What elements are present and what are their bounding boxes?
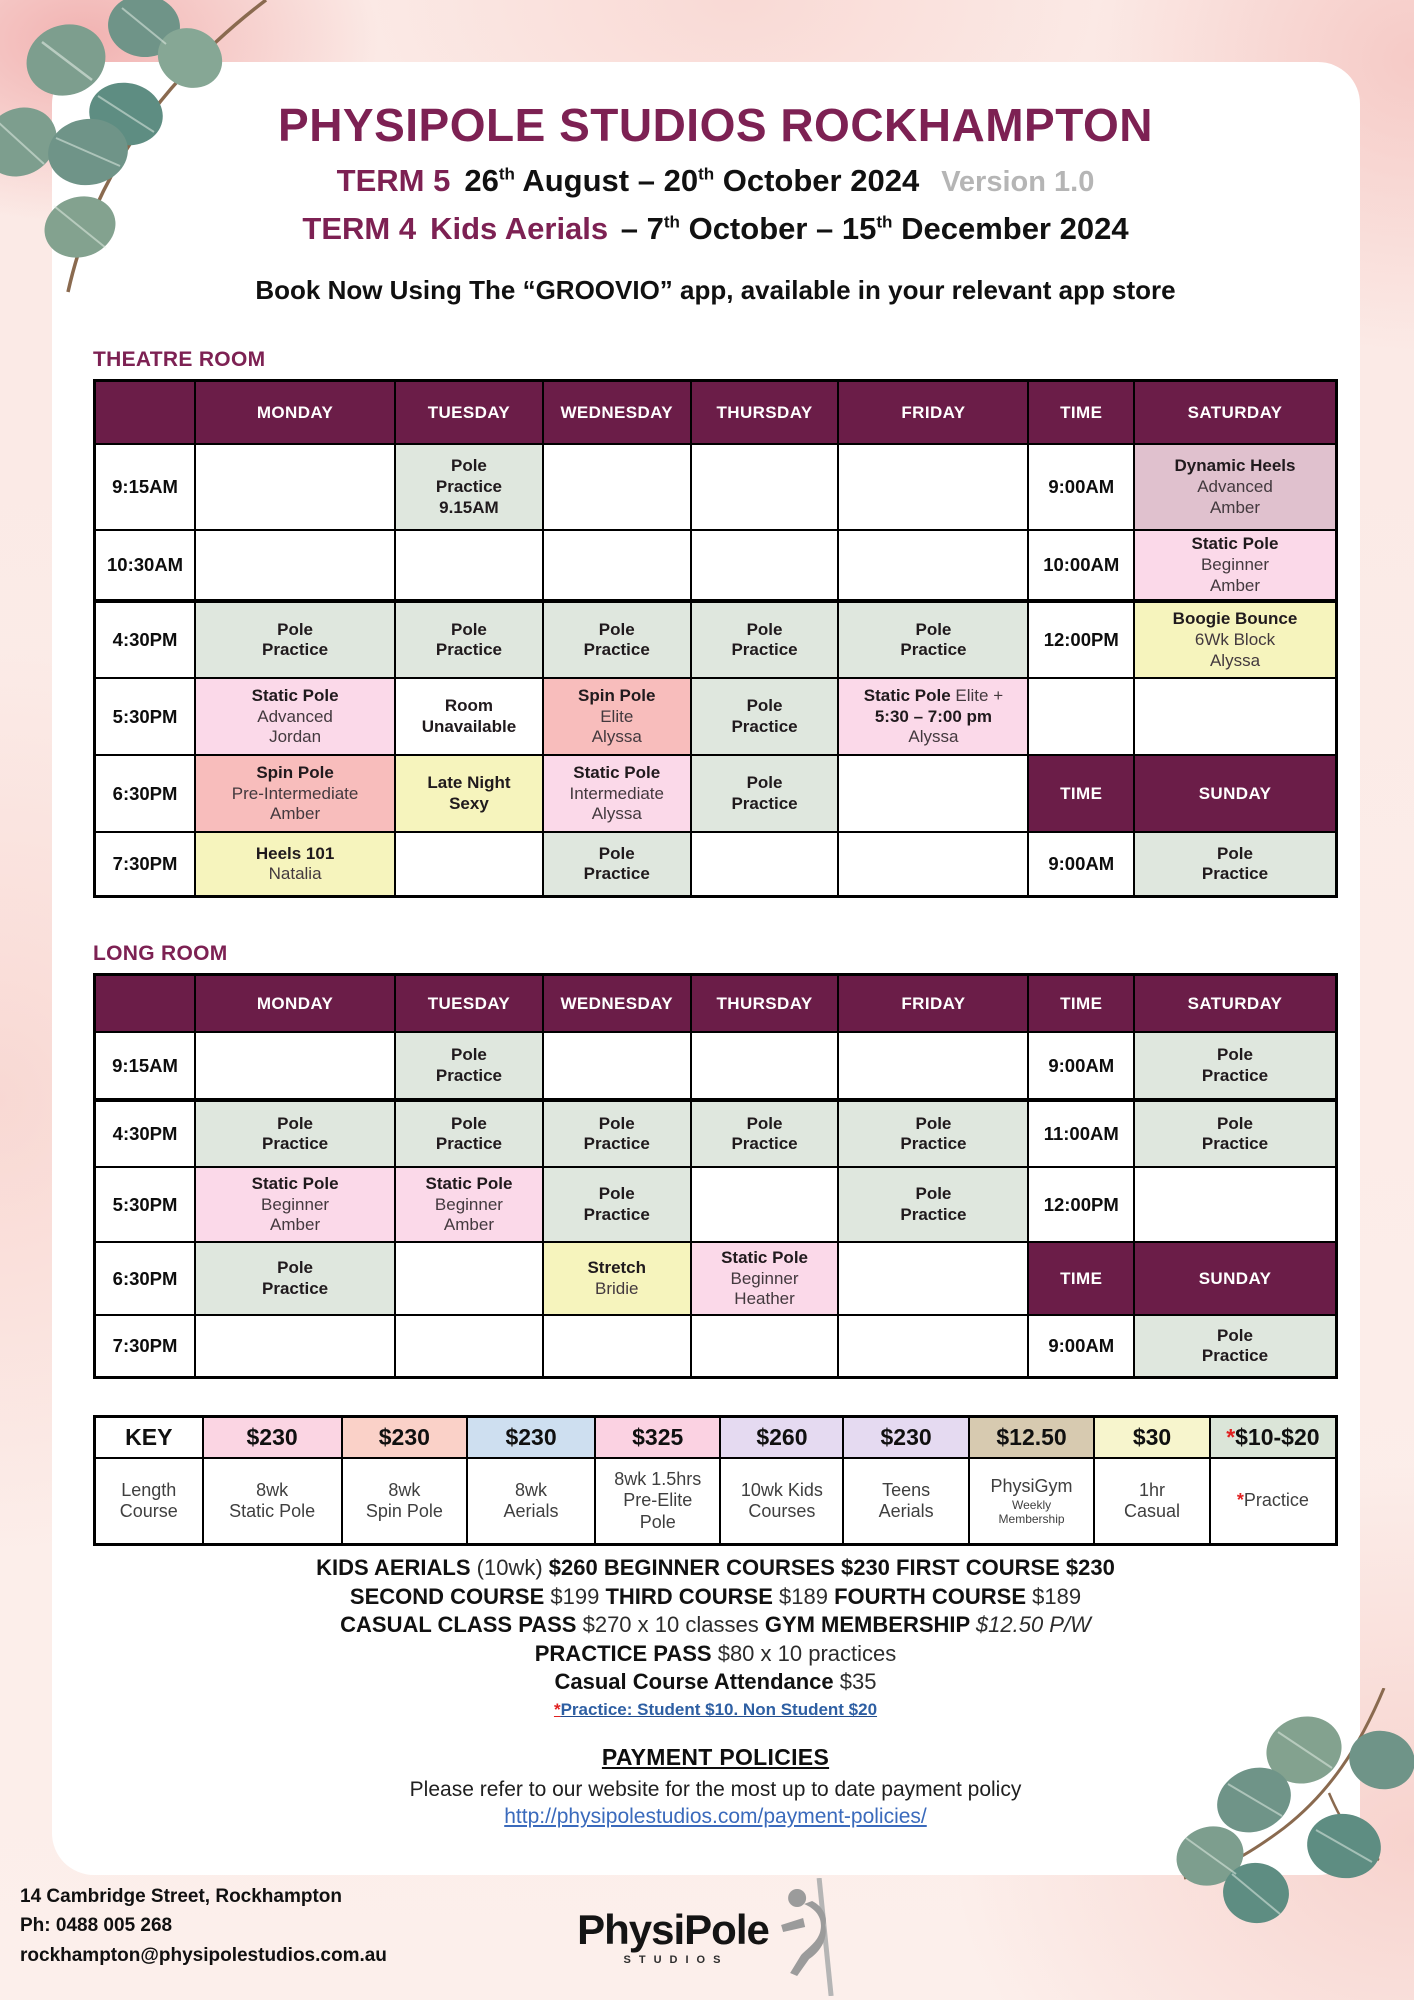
term5-line bbox=[93, 162, 1338, 200]
class-cell-line: Elite bbox=[600, 706, 634, 726]
class-cell-line: Pole bbox=[746, 619, 783, 639]
term4-line bbox=[93, 210, 1338, 247]
time-label: 4:30PM bbox=[95, 601, 196, 678]
class-cell bbox=[395, 832, 543, 896]
key-price-cell: $230 bbox=[843, 1416, 968, 1458]
class-cell-line: Practice bbox=[583, 1134, 650, 1154]
class-cell-line: Stretch bbox=[587, 1258, 647, 1278]
class-cell-line: Pole bbox=[450, 456, 487, 476]
class-cell bbox=[543, 1315, 691, 1377]
logo-wordmark: PhysiPole bbox=[577, 1906, 769, 1953]
schedule-row bbox=[95, 678, 1337, 755]
class-cell bbox=[395, 755, 543, 832]
practice-note-asterisk: * bbox=[553, 1699, 561, 1719]
key-description-cell bbox=[595, 1458, 720, 1544]
page-title: PHYSIPOLE STUDIOS ROCKHAMPTON bbox=[278, 99, 1153, 151]
class-cell-line: Spin Pole bbox=[578, 685, 656, 705]
key-description-line: Aerials bbox=[503, 1501, 559, 1522]
time-header: TIME bbox=[1028, 380, 1134, 444]
class-cell-line: Dynamic Heels bbox=[1174, 456, 1296, 476]
day-header: FRIDAY bbox=[838, 380, 1028, 444]
key-header-row bbox=[95, 1416, 1337, 1458]
day-header: FRIDAY bbox=[838, 974, 1028, 1032]
key-description-line: 8wk bbox=[515, 1479, 548, 1500]
long-room-schedule-table bbox=[93, 973, 1338, 1379]
class-cell bbox=[691, 1032, 839, 1100]
payment-policies-heading: PAYMENT POLICIES bbox=[601, 1743, 830, 1770]
class-cell-line: Intermediate bbox=[569, 783, 664, 803]
class-cell-line: Pole bbox=[598, 619, 635, 639]
version-label: Version 1.0 bbox=[941, 166, 1095, 198]
day-header: MONDAY bbox=[195, 380, 395, 444]
class-cell bbox=[395, 1167, 543, 1242]
theatre-room-schedule-table bbox=[93, 379, 1338, 898]
class-cell bbox=[395, 601, 543, 678]
class-cell-line: Pole bbox=[277, 1113, 314, 1133]
class-cell-line: Pole bbox=[277, 1258, 314, 1278]
class-cell bbox=[691, 1167, 839, 1242]
key-description-line: Spin Pole bbox=[365, 1501, 443, 1522]
theatre-room-label: THEATRE ROOM bbox=[93, 347, 266, 371]
class-cell-line: Bridie bbox=[595, 1278, 639, 1298]
class-cell-line: Pole bbox=[598, 1184, 635, 1204]
class-cell bbox=[543, 1167, 691, 1242]
class-cell bbox=[691, 1242, 839, 1315]
time-label: 9:00AM bbox=[1028, 444, 1134, 530]
class-cell-line: Pole bbox=[450, 1045, 487, 1065]
class-cell bbox=[195, 1100, 395, 1167]
key-body-row bbox=[95, 1458, 1337, 1544]
time-label: 5:30PM bbox=[95, 678, 196, 755]
schedule-row bbox=[95, 755, 1337, 832]
class-cell-line: Boogie Bounce bbox=[1172, 609, 1298, 629]
pricing-line: SECOND COURSE $199 THIRD COURSE $189 FOURTH COURSE $189 bbox=[349, 1583, 1082, 1609]
footer-address: 14 Cambridge Street, Rockhampton bbox=[20, 1886, 343, 1907]
class-cell bbox=[195, 530, 395, 601]
class-cell-line: Practice bbox=[1201, 864, 1269, 884]
key-price-cell: $12.50 bbox=[969, 1416, 1094, 1458]
key-price-cell: $325 bbox=[595, 1416, 720, 1458]
class-cell bbox=[195, 444, 395, 530]
schedule-row bbox=[95, 832, 1337, 896]
class-cell-line: Advanced bbox=[257, 706, 333, 726]
class-cell-line: Pole bbox=[450, 1113, 487, 1133]
class-cell bbox=[838, 1242, 1028, 1315]
class-cell bbox=[195, 1242, 395, 1315]
class-cell bbox=[838, 755, 1028, 832]
schedule-row bbox=[95, 1315, 1337, 1377]
key-description-line: 10wk Kids bbox=[740, 1479, 823, 1500]
time-label: 6:30PM bbox=[95, 1242, 196, 1315]
class-cell-line: Practice bbox=[435, 1065, 503, 1085]
key-description-line: Aerials bbox=[878, 1501, 934, 1522]
class-cell-line: Practice bbox=[583, 640, 650, 660]
class-cell-line: Practice bbox=[731, 1134, 798, 1154]
key-price-cell: $30 bbox=[1094, 1416, 1210, 1458]
day-header: TUESDAY bbox=[395, 974, 543, 1032]
class-cell bbox=[543, 1100, 691, 1167]
key-description-cell bbox=[1094, 1458, 1210, 1544]
schedule-row bbox=[95, 601, 1337, 678]
class-cell bbox=[1134, 832, 1336, 896]
class-cell-line: Practice bbox=[1201, 1065, 1269, 1085]
class-cell bbox=[195, 1032, 395, 1100]
pricing-block bbox=[93, 1554, 1338, 1697]
key-description-cell bbox=[467, 1458, 595, 1544]
time-label: 9:00AM bbox=[1028, 832, 1134, 896]
class-cell-line: Practice bbox=[435, 640, 503, 660]
class-cell bbox=[395, 444, 543, 530]
class-cell-line: Heather bbox=[734, 1289, 795, 1309]
practice-price-note-link[interactable]: *Practice: Student $10. Non Student $20 bbox=[553, 1699, 878, 1719]
class-cell bbox=[691, 1315, 839, 1377]
class-cell-line: Practice bbox=[261, 1134, 329, 1154]
class-cell bbox=[195, 1315, 395, 1377]
key-description-line: Static Pole bbox=[229, 1501, 316, 1522]
key-description-line: Pole bbox=[639, 1512, 676, 1533]
class-cell bbox=[395, 1100, 543, 1167]
corner-header-cell bbox=[95, 380, 196, 444]
class-cell-line: Static Pole bbox=[721, 1247, 808, 1267]
class-cell-line: Room bbox=[444, 696, 494, 716]
long-room-label: LONG ROOM bbox=[93, 941, 228, 965]
time-label: 7:30PM bbox=[95, 832, 196, 896]
class-cell-line: Practice bbox=[583, 1204, 650, 1224]
class-cell-line: Pole bbox=[1217, 1113, 1253, 1133]
time-header: TIME bbox=[1028, 974, 1134, 1032]
term4-dates: – 7th October – 15th December 2024 bbox=[620, 210, 1129, 246]
class-cell-line: Sexy bbox=[449, 793, 489, 813]
class-cell-line: Natalia bbox=[268, 864, 322, 884]
day-header: TUESDAY bbox=[395, 380, 543, 444]
class-cell-line: Pole bbox=[746, 773, 783, 793]
class-cell-line: Pole bbox=[1217, 1325, 1253, 1345]
class-cell-line: 9.15AM bbox=[439, 497, 499, 517]
schedule-header-row bbox=[95, 380, 1337, 444]
term5-label: TERM 5 bbox=[336, 163, 451, 198]
flyer-card bbox=[52, 62, 1360, 1875]
class-cell-line: Alyssa bbox=[591, 804, 642, 824]
class-cell bbox=[691, 678, 839, 755]
footer-address-block bbox=[20, 1882, 387, 1970]
class-cell bbox=[838, 678, 1028, 755]
key-price-cell: $230 bbox=[203, 1416, 342, 1458]
class-cell-line: Beginner bbox=[730, 1268, 799, 1288]
class-cell-line: Pole bbox=[1217, 1045, 1253, 1065]
key-description-line: Membership bbox=[998, 1512, 1065, 1527]
class-cell bbox=[691, 444, 839, 530]
key-description-cell bbox=[1210, 1458, 1337, 1544]
class-cell-line: Pole bbox=[1217, 843, 1253, 863]
class-cell bbox=[395, 530, 543, 601]
pole-dancer-icon bbox=[773, 1878, 837, 1996]
class-cell-line: Beginner bbox=[261, 1194, 330, 1214]
time-label: 7:30PM bbox=[95, 1315, 196, 1377]
class-cell bbox=[838, 530, 1028, 601]
class-cell-line: Pole bbox=[450, 619, 487, 639]
payment-policies-link[interactable]: http://physipolestudios.com/payment-policies/ bbox=[504, 1804, 927, 1828]
day-header: SUNDAY bbox=[1134, 1242, 1336, 1315]
key-price-cell: $260 bbox=[720, 1416, 843, 1458]
footer-phone: Ph: 0488 005 268 bbox=[20, 1915, 173, 1937]
class-cell bbox=[195, 678, 395, 755]
key-description-line: Weekly bbox=[1011, 1497, 1052, 1512]
time-header: TIME bbox=[1028, 1242, 1134, 1315]
term5-dates: 26th August – 20th October 2024 bbox=[464, 163, 920, 198]
class-cell-line: 6Wk Block bbox=[1194, 630, 1276, 650]
class-cell bbox=[691, 1100, 839, 1167]
class-cell-line: Pole bbox=[746, 1113, 783, 1133]
pricing-line: PRACTICE PASS $80 x 10 practices bbox=[534, 1640, 897, 1666]
class-cell-line: 5:30 – 7:00 pm bbox=[874, 706, 993, 726]
key-description-cell bbox=[95, 1458, 203, 1544]
class-cell-line: Unavailable bbox=[421, 716, 517, 736]
time-label: 9:15AM bbox=[95, 1032, 196, 1100]
class-cell-line: Heels 101 bbox=[255, 843, 335, 863]
key-description-line: Length bbox=[121, 1479, 177, 1500]
class-cell-line: Practice bbox=[731, 716, 798, 736]
class-cell-line: Spin Pole bbox=[256, 762, 334, 782]
class-cell-line: Practice bbox=[731, 640, 798, 660]
class-cell-line: Alyssa bbox=[908, 727, 959, 747]
class-cell-line: Pole bbox=[746, 696, 783, 716]
class-cell bbox=[691, 601, 839, 678]
key-price-cell: *$10-$20 bbox=[1210, 1416, 1337, 1458]
term4-label: TERM 4 bbox=[302, 210, 417, 246]
day-header: THURSDAY bbox=[691, 380, 839, 444]
key-description-line: 8wk bbox=[256, 1479, 289, 1500]
class-cell-line: Practice bbox=[900, 1204, 967, 1224]
footer-email: rockhampton@physipolestudios.com.au bbox=[20, 1944, 387, 1966]
day-header: WEDNESDAY bbox=[543, 974, 691, 1032]
class-cell bbox=[1134, 444, 1336, 530]
class-cell-line: Late Night bbox=[427, 773, 511, 793]
physipole-logo bbox=[577, 1878, 837, 1996]
schedule-row bbox=[95, 1167, 1337, 1242]
class-cell bbox=[838, 1315, 1028, 1377]
time-label: 10:00AM bbox=[1028, 530, 1134, 601]
class-cell-line: Pre-Intermediate bbox=[231, 783, 359, 803]
schedule-row bbox=[95, 1242, 1337, 1315]
day-header: WEDNESDAY bbox=[543, 380, 691, 444]
class-cell-line: Practice bbox=[261, 640, 329, 660]
class-cell-line: Alyssa bbox=[591, 727, 642, 747]
logo-studios-label: STUDIOS bbox=[623, 1954, 729, 1966]
time-label: 6:30PM bbox=[95, 755, 196, 832]
day-header: SUNDAY bbox=[1134, 755, 1336, 832]
class-cell-line: Static Pole bbox=[251, 685, 339, 705]
class-cell bbox=[543, 1242, 691, 1315]
schedule-row bbox=[95, 1032, 1337, 1100]
class-cell bbox=[1134, 1167, 1336, 1242]
key-description-line: Course bbox=[119, 1501, 178, 1522]
class-cell-line: Static Pole bbox=[425, 1173, 513, 1193]
class-cell-line: Alyssa bbox=[1209, 650, 1261, 670]
class-cell-line: Pole bbox=[915, 1113, 952, 1133]
class-cell-line: Practice bbox=[900, 1134, 967, 1154]
class-cell bbox=[543, 601, 691, 678]
class-cell bbox=[543, 530, 691, 601]
time-label: 9:00AM bbox=[1028, 1315, 1134, 1377]
key-description-line: Courses bbox=[748, 1501, 816, 1522]
class-cell bbox=[195, 601, 395, 678]
class-cell-line: Advanced bbox=[1197, 477, 1273, 497]
class-cell-line: Amber bbox=[270, 804, 321, 824]
day-header: THURSDAY bbox=[691, 974, 839, 1032]
key-description-line: Casual bbox=[1124, 1501, 1181, 1522]
time-label: 4:30PM bbox=[95, 1100, 196, 1167]
class-cell-line: Pole bbox=[277, 619, 314, 639]
class-cell bbox=[838, 601, 1028, 678]
schedule-row bbox=[95, 444, 1337, 530]
class-cell bbox=[1134, 1032, 1336, 1100]
key-description-cell bbox=[720, 1458, 843, 1544]
key-description-line: 1hr bbox=[1139, 1479, 1166, 1500]
class-cell bbox=[395, 1315, 543, 1377]
time-label: 12:00PM bbox=[1028, 1167, 1134, 1242]
class-cell bbox=[543, 832, 691, 896]
class-cell bbox=[195, 755, 395, 832]
key-pricing-table bbox=[93, 1415, 1338, 1546]
class-cell bbox=[195, 832, 395, 896]
schedule-row bbox=[95, 1100, 1337, 1167]
schedule-header-row bbox=[95, 974, 1337, 1032]
key-description-line: Pre-Elite bbox=[623, 1490, 693, 1511]
class-cell-line: Practice bbox=[731, 793, 798, 813]
class-cell bbox=[395, 1032, 543, 1100]
key-description-line: PhysiGym bbox=[990, 1476, 1073, 1497]
class-cell-line: Practice bbox=[900, 640, 967, 660]
class-cell-line: Pole bbox=[915, 1184, 952, 1204]
pricing-line: Casual Course Attendance $35 bbox=[554, 1669, 877, 1695]
time-label: 9:15AM bbox=[95, 444, 196, 530]
day-header: SATURDAY bbox=[1134, 380, 1336, 444]
key-description-line: 8wk 1.5hrs bbox=[614, 1468, 702, 1489]
class-cell bbox=[395, 678, 543, 755]
class-cell-line: Practice bbox=[261, 1278, 329, 1298]
class-cell bbox=[838, 1100, 1028, 1167]
key-description-line: *Practice bbox=[1236, 1490, 1309, 1511]
key-price-cell: $230 bbox=[467, 1416, 595, 1458]
key-description-line: 8wk bbox=[388, 1479, 421, 1500]
payment-policy-text: Please refer to our website for the most up to date payment policy bbox=[409, 1777, 1022, 1801]
class-cell bbox=[1134, 1100, 1336, 1167]
class-cell bbox=[691, 530, 839, 601]
key-description-cell bbox=[843, 1458, 968, 1544]
time-label: 9:00AM bbox=[1028, 1032, 1134, 1100]
key-description-cell bbox=[342, 1458, 467, 1544]
time-label: 11:00AM bbox=[1028, 1100, 1134, 1167]
time-label: 10:30AM bbox=[95, 530, 196, 601]
class-cell bbox=[691, 755, 839, 832]
class-cell bbox=[838, 444, 1028, 530]
time-label: 5:30PM bbox=[95, 1167, 196, 1242]
class-cell-line: Practice bbox=[583, 864, 650, 884]
class-cell-line: Static Pole bbox=[1191, 534, 1279, 554]
key-price-cell: KEY bbox=[95, 1416, 203, 1458]
class-cell-line: Pole bbox=[598, 1113, 635, 1133]
class-cell-line: Practice bbox=[1201, 1346, 1269, 1366]
class-cell-line: Beginner bbox=[434, 1194, 503, 1214]
class-cell-line: Amber bbox=[443, 1215, 494, 1235]
class-cell-line: Static Pole Elite + bbox=[863, 685, 1004, 705]
class-cell bbox=[1134, 678, 1336, 755]
pricing-line: CASUAL CLASS PASS $270 x 10 classes GYM MEMBERSHIP $12.50 P/W bbox=[340, 1612, 1091, 1638]
class-cell-line: Amber bbox=[1209, 497, 1261, 517]
price-asterisk: * bbox=[1226, 1424, 1236, 1451]
time-header: TIME bbox=[1028, 755, 1134, 832]
class-cell-line: Static Pole bbox=[573, 762, 661, 782]
class-cell bbox=[838, 1167, 1028, 1242]
class-cell-line: Amber bbox=[270, 1215, 321, 1235]
class-cell bbox=[543, 1032, 691, 1100]
class-cell-line: Jordan bbox=[269, 727, 322, 747]
key-description-cell bbox=[203, 1458, 342, 1544]
class-cell-line: Static Pole bbox=[251, 1173, 339, 1193]
price-asterisk: * bbox=[1236, 1490, 1244, 1511]
class-cell bbox=[1134, 1315, 1336, 1377]
time-label: 12:00PM bbox=[1028, 601, 1134, 678]
class-cell-line: Beginner bbox=[1200, 555, 1270, 575]
key-description-line: Teens bbox=[882, 1479, 931, 1500]
class-cell bbox=[1134, 530, 1336, 601]
class-cell-line: Practice bbox=[435, 477, 503, 497]
class-cell bbox=[543, 444, 691, 530]
class-cell bbox=[838, 1032, 1028, 1100]
book-now-line: Book Now Using The “GROOVIO” app, available in your relevant app store bbox=[255, 274, 1176, 305]
day-header: MONDAY bbox=[195, 974, 395, 1032]
key-price-cell: $230 bbox=[342, 1416, 467, 1458]
corner-header-cell bbox=[95, 974, 196, 1032]
time-label bbox=[1028, 678, 1134, 755]
key-description-cell bbox=[969, 1458, 1094, 1544]
class-cell bbox=[543, 755, 691, 832]
class-cell bbox=[543, 678, 691, 755]
class-cell bbox=[691, 832, 839, 896]
pricing-line: KIDS AERIALS (10wk) $260 BEGINNER COURSES $230 FIRST COURSE $230 bbox=[316, 1554, 1115, 1580]
class-cell-line: Practice bbox=[1201, 1134, 1269, 1154]
class-cell-line: Pole bbox=[915, 619, 952, 639]
class-cell bbox=[838, 832, 1028, 896]
class-cell-line: Pole bbox=[598, 843, 635, 863]
class-cell-line: Amber bbox=[1209, 575, 1261, 595]
class-cell-line: Practice bbox=[435, 1134, 503, 1154]
class-cell bbox=[395, 1242, 543, 1315]
schedule-row bbox=[95, 530, 1337, 601]
term4-kids-label: Kids Aerials bbox=[430, 210, 609, 246]
class-cell bbox=[195, 1167, 395, 1242]
class-cell bbox=[1134, 601, 1336, 678]
day-header: SATURDAY bbox=[1134, 974, 1336, 1032]
